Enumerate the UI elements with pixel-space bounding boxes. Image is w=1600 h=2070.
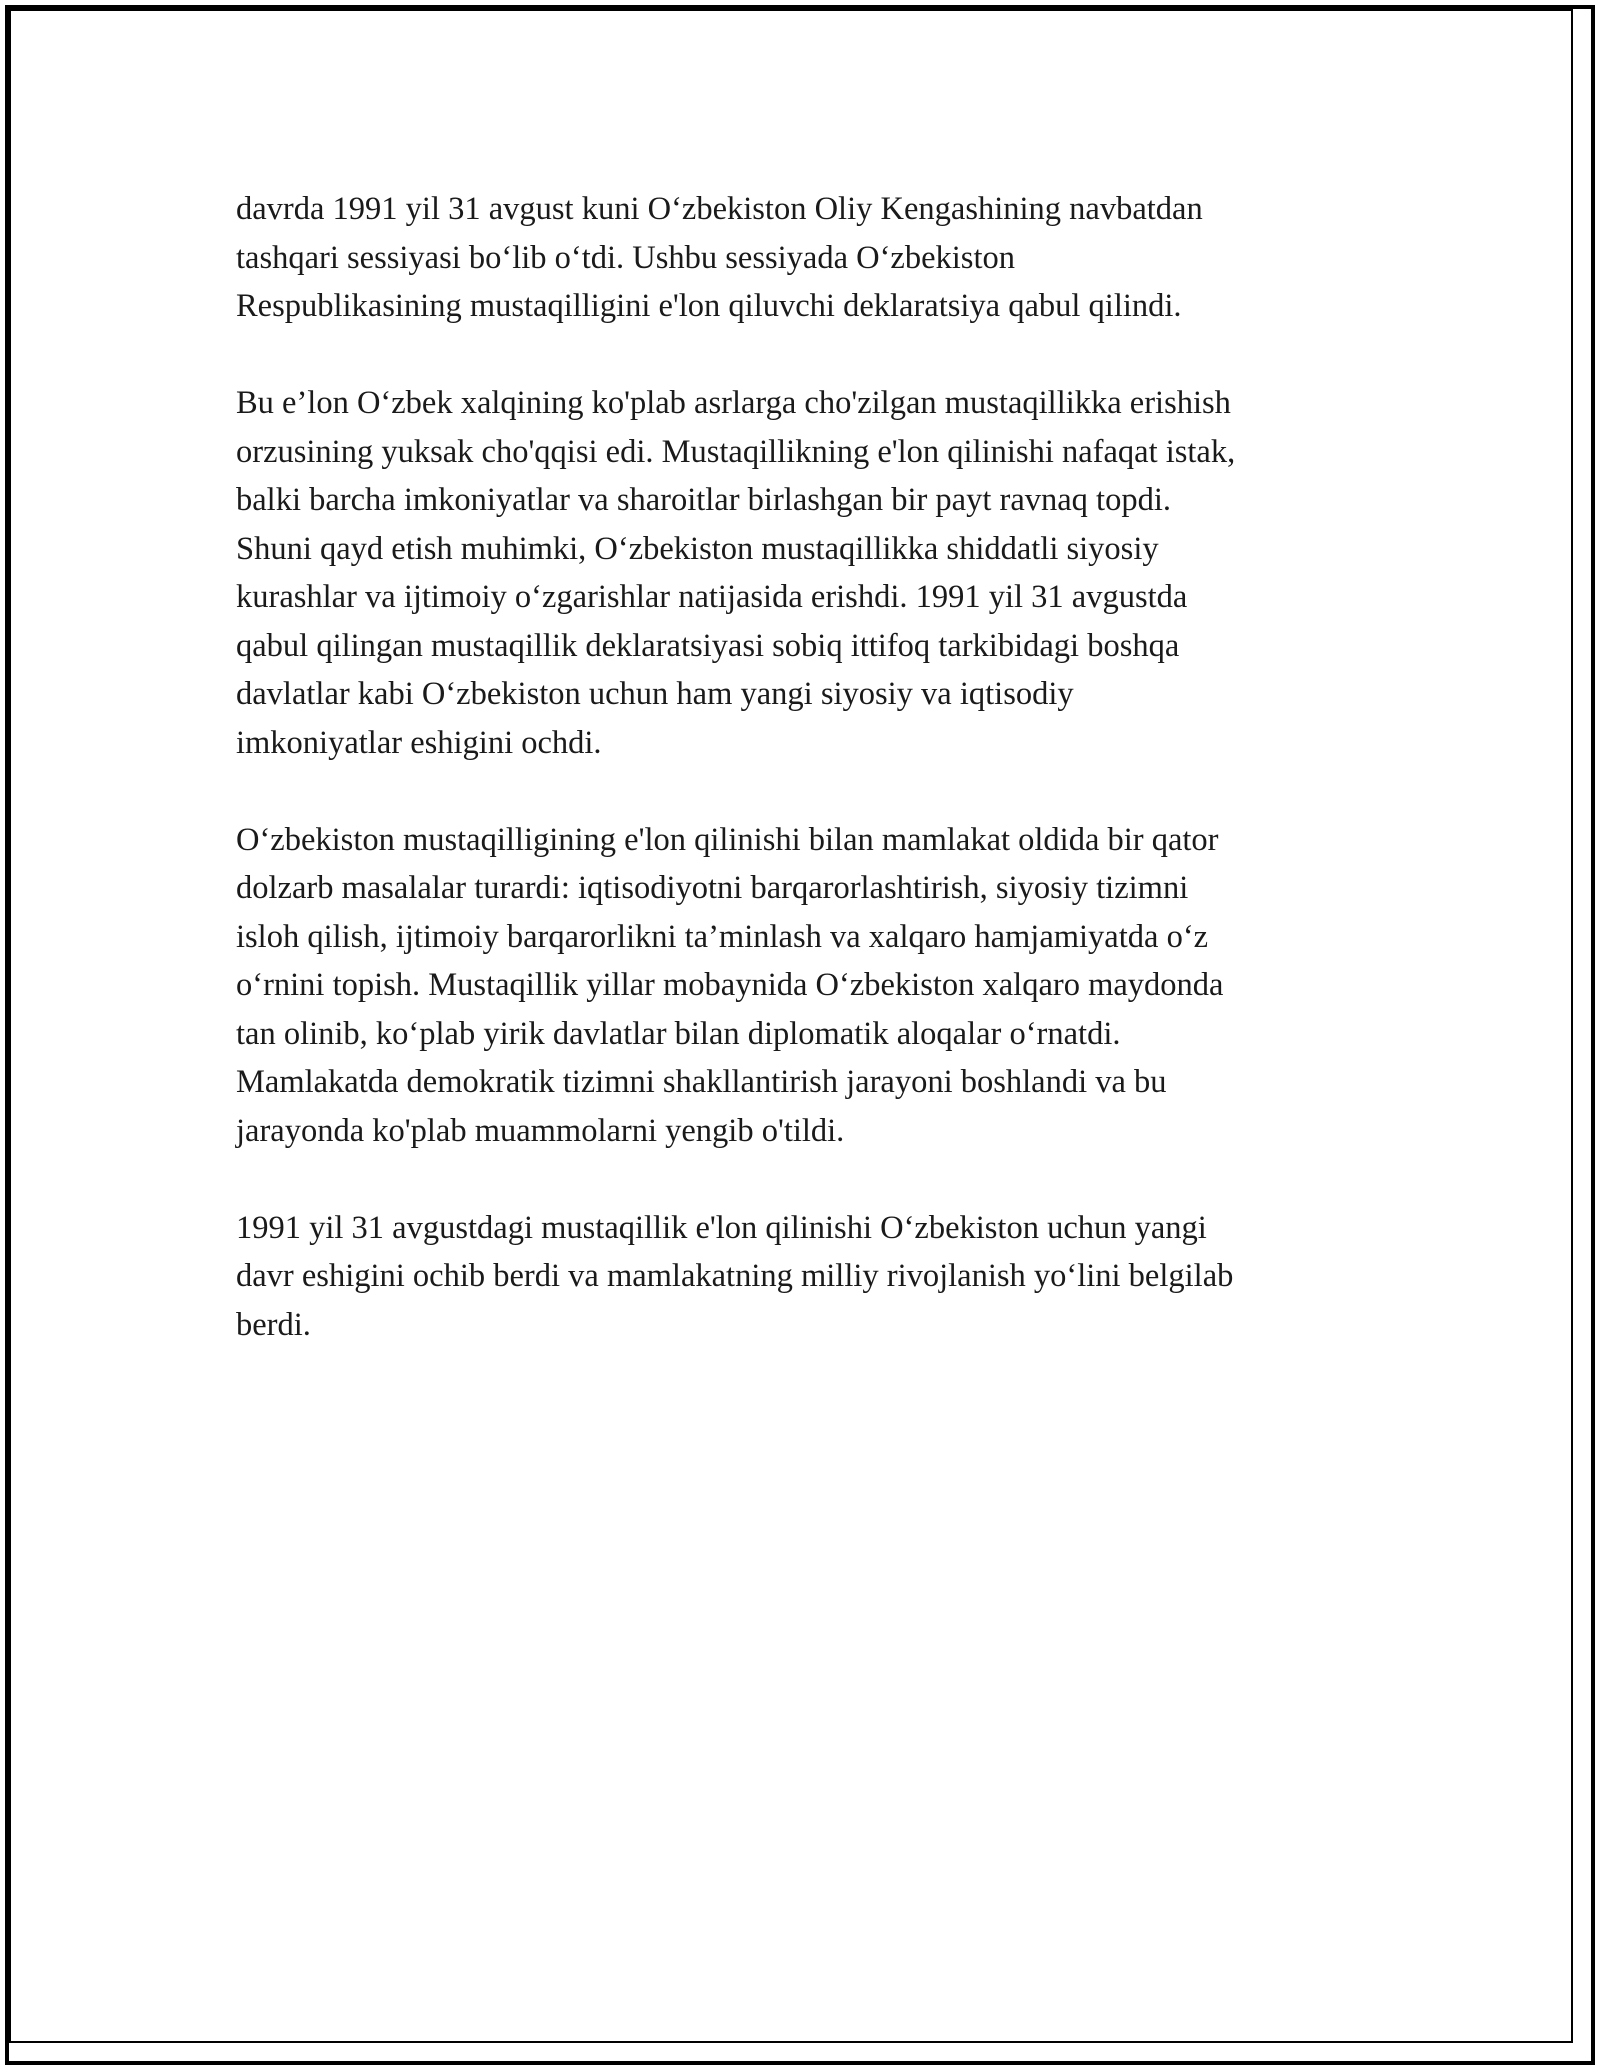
paragraph-3: O‘zbekiston mustaqilligining e'lon qilinishi bilan mamlakat oldida bir qator dolzarb masalalar turardi: iqtisodiyotni barqarorlashtirish, siyosiy tizimni isloh qilish, ijtimoiy barqarorlikni ta’minlash va xalqaro hamjamiyatda o‘z o‘rnini topish. Mustaqillik yillar mobaynida O‘zbekiston xalqaro maydonda tan olinib, ko‘plab yirik davlatlar bilan diplomatik aloqalar o‘rnatdi. Mamlakatda demokratik tizimni shakllantirish jarayoni boshlandi va bu jarayonda ko'plab muammolarni yengib o'tildi. [236,821,1224,1149]
paragraph-2: Bu e’lon O‘zbek xalqining ko'plab asrlarga cho'zilgan mustaqillikka erishish orzusining yuksak cho'qqisi edi. Mustaqillikning e'lon qilinishi nafaqat istak, balki barcha imkoniyatlar va sharoitlar birlashgan bir payt ravnaq topdi. Shuni qayd etish muhimki, O‘zbekiston mustaqillikka shiddatli siyosiy kurashlar va ijtimoiy o‘zgarishlar natijasida erishdi. 1991 yil 31 avgustda qabul qilingan mustaqillik deklaratsiyasi sobiq ittifoq tarkibidagi boshqa davlatlar kabi O‘zbekiston uchun ham yangi siyosiy va iqtisodiy imkoniyatlar eshigini ochdi. [236,385,1236,761]
paragraph-4: 1991 yil 31 avgustdagi mustaqillik e'lon qilinishi O‘zbekiston uchun yangi davr eshigini ochib berdi va mamlakatning milliy rivojlanish yo‘lini belgilab berdi. [236,1209,1234,1343]
document-body [236,185,1376,1398]
paragraph-1: davrda 1991 yil 31 avgust kuni O‘zbekiston Oliy Kengashining navbatdan tashqari sessiyasi bo‘lib o‘tdi. Ushbu sessiyada O‘zbekiston Respublikasining mustaqilligini e'lon qiluvchi deklaratsiya qabul qilindi. [236,191,1203,324]
